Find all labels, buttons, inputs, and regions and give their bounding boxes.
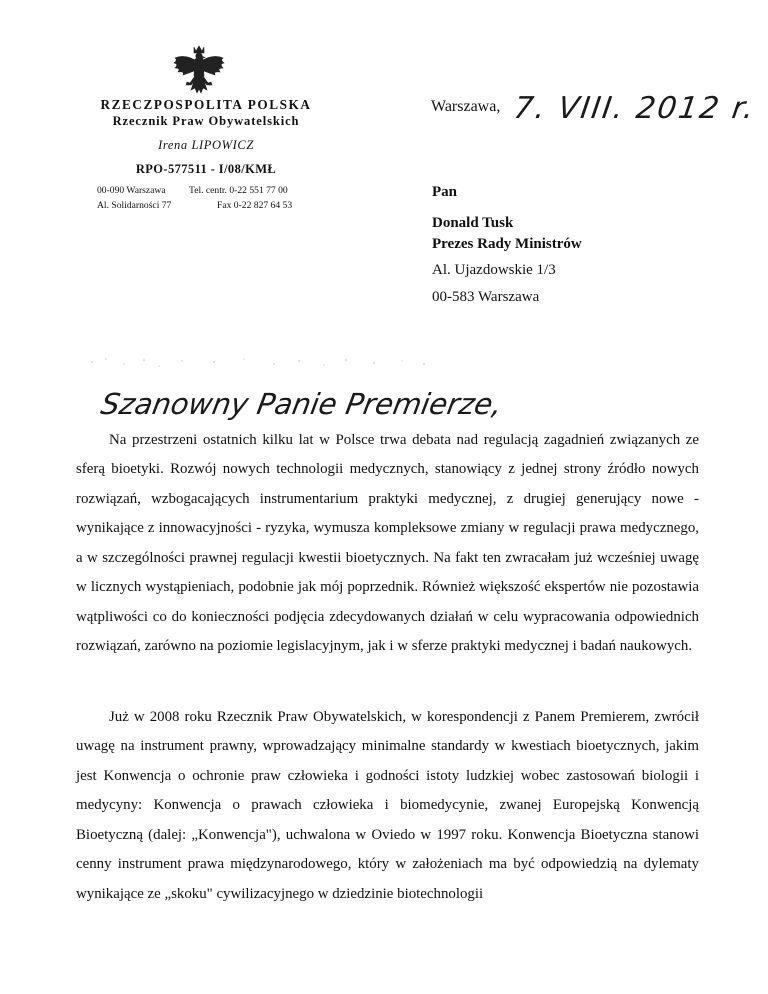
handwritten-salutation bbox=[98, 378, 505, 430]
handwritten-salutation-text: Szanowny Panie Premierze, bbox=[98, 387, 505, 421]
handwritten-date bbox=[505, 74, 758, 130]
recipient-street: Al. Ujazdowskie 1/3 bbox=[432, 262, 556, 278]
phone-number: Tel. centr. 0-22 551 77 00 bbox=[189, 185, 288, 196]
reference-number: RPO-577511 - I/08/KMŁ bbox=[135, 162, 277, 176]
body-paragraph-2: Już w 2008 roku Rzecznik Praw Obywatelskich, w korespondencji z Panem Premierem, zwrócił uwagę na instrument prawny, wprowadzający minimalne standardy w kwestiach bioetycznych, jakim jest Konwencja o ochronie praw człowieka i godności istoty ludzkiej wobec zastosowań biologii i medycyny: Konwencja o prawach człowieka i biomedycynie, zwanej Europejską Konwencją Bioetyczną (dalej: „Konwencja"), uchwalona w Oviedo w 1997 roku. Konwencja Bioetyczna stanowi cenny instrument prawa międzynarodowego, który w założeniach ma być odpowiedzią na dylematy wynikające ze „skoku" cywilizacyjnego w dziedzinie biotechnologii bbox=[76, 709, 699, 902]
address-postal: 00-090 Warszawa bbox=[97, 185, 166, 196]
polish-eagle-emblem-icon bbox=[170, 44, 228, 100]
recipient-name: Donald Tusk bbox=[432, 215, 514, 231]
handwritten-date-text: 7. VIII. 2012 r. bbox=[511, 91, 758, 126]
ombudsman-name: Irena LIPOWICZ bbox=[158, 138, 254, 152]
recipient-salutation: Pan bbox=[432, 184, 458, 200]
recipient-city: 00-583 Warszawa bbox=[432, 289, 540, 305]
scan-noise bbox=[84, 350, 434, 380]
organization-name: RZECZPOSPOLITA POLSKA bbox=[100, 97, 312, 112]
organization-subtitle: Rzecznik Praw Obywatelskich bbox=[112, 114, 300, 128]
recipient-title: Prezes Rady Ministrów bbox=[432, 236, 582, 252]
date-place: Warszawa, bbox=[431, 98, 501, 115]
body-paragraph-1: Na przestrzeni ostatnich kilku lat w Polsce trwa debata nad regulacją zagadnień związanych ze sferą bioetyki. Rozwój nowych technologii medycznych, stanowiący z jednej strony źródło nowych rozwiązań, wzbogacających instrumentarium praktyki medycznej, z drugiej generujący nowe - wynikające z innowacyjności - ryzyka, wymusza kompleksowe zmiany w regulacji prawa medycznego, a w szczególności prawnej regulacji kwestii bioetycznych. Na fakt ten zwracałam już wcześniej uwagę w licznych wystąpieniach, podobnie jak mój poprzednik. Również większość ekspertów nie pozostawia wątpliwości co do konieczności podjęcia zdecydowanych działań w celu wypracowania odpowiednich rozwiązań, zarówno na poziomie legislacyjnym, jak i w sferze praktyki medycznej i badań naukowych. bbox=[76, 432, 699, 655]
fax-number: Fax 0-22 827 64 53 bbox=[217, 200, 293, 211]
address-street: Al. Solidarności 77 bbox=[97, 200, 172, 211]
